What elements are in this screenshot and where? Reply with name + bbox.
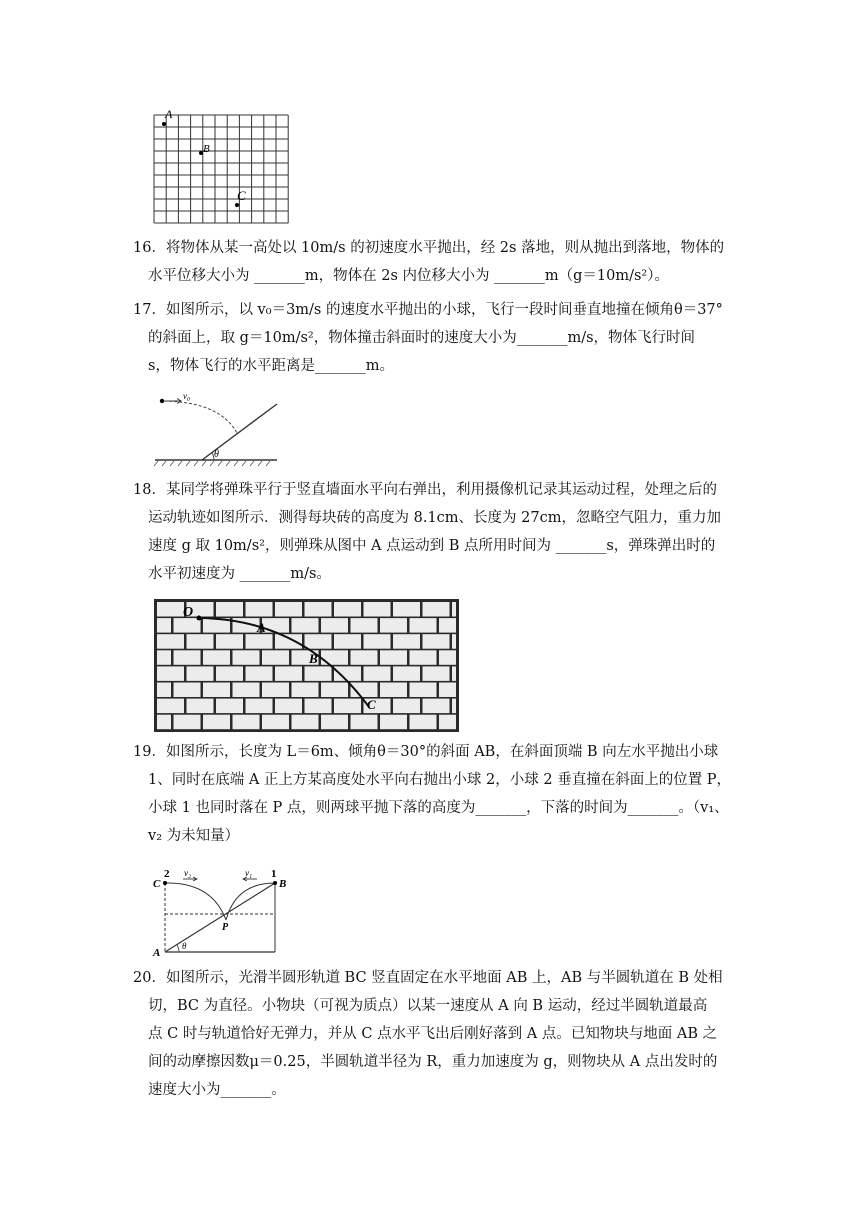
brick xyxy=(439,618,456,633)
q16-line-2: 水平位移大小为 _______m，物体在 2s 内位移大小为 _______m（g＝10m/s²）。 xyxy=(148,268,669,284)
brick xyxy=(246,666,273,681)
question-18 xyxy=(133,476,733,588)
brick xyxy=(262,715,289,730)
brick xyxy=(157,666,184,681)
brick xyxy=(410,618,437,633)
brick xyxy=(174,650,201,665)
brick xyxy=(275,666,302,681)
brick xyxy=(174,715,201,730)
brick xyxy=(262,618,289,633)
brick xyxy=(393,602,420,617)
brick xyxy=(334,634,361,649)
brick xyxy=(305,634,332,649)
brick xyxy=(246,602,273,617)
label-theta: θ xyxy=(214,449,219,460)
brick xyxy=(157,715,171,730)
label-p: P xyxy=(222,922,229,933)
brick xyxy=(174,618,201,633)
brick xyxy=(334,602,361,617)
point-o xyxy=(197,616,202,621)
brick xyxy=(174,683,201,698)
label-2: 2 xyxy=(164,868,170,880)
q17-line-3: s，物体飞行的水平距离是_______m。 xyxy=(148,358,394,374)
q18-line-2: 运动轨迹如图所示．测得每块砖的高度为 8.1cm、长度为 27cm，忽略空气阻力，重力加 xyxy=(148,510,721,526)
brick xyxy=(157,618,171,633)
point-a xyxy=(162,122,166,126)
label-v2: v₂ xyxy=(184,868,192,878)
brick xyxy=(423,666,450,681)
brick xyxy=(233,683,260,698)
brick xyxy=(292,715,319,730)
brick xyxy=(216,602,243,617)
brick xyxy=(439,715,456,730)
label-a: A xyxy=(257,620,266,635)
brick xyxy=(351,618,378,633)
brick xyxy=(275,634,302,649)
q17-line-2: 的斜面上，取 g＝10m/s²，物体撞击斜面时的速度大小为_______m/s，物体飞行时间 xyxy=(148,330,696,346)
label-v0: v₀ xyxy=(183,391,191,401)
brick xyxy=(203,715,230,730)
q18-line-3: 速度 g 取 10m/s²，则弹珠从图中 A 点运动到 B 点所用时间为 _______s，弹珠弹出时的 xyxy=(148,538,716,554)
brick xyxy=(410,683,437,698)
brick xyxy=(439,650,456,665)
brick xyxy=(305,666,332,681)
brick xyxy=(410,715,437,730)
brick xyxy=(187,666,214,681)
brick xyxy=(246,634,273,649)
brick xyxy=(423,699,450,714)
q19-line-3: 小球 1 也同时落在 P 点，则两球平抛下落的高度为_______，下落的时间为_______。（v₁、 xyxy=(148,800,729,816)
brick xyxy=(439,683,456,698)
label-1: 1 xyxy=(271,868,277,880)
brick xyxy=(187,634,214,649)
brick xyxy=(423,602,450,617)
brick xyxy=(216,634,243,649)
brick xyxy=(262,650,289,665)
brick xyxy=(157,683,171,698)
brick xyxy=(233,715,260,730)
brick xyxy=(321,650,348,665)
brick xyxy=(246,699,273,714)
brick xyxy=(334,699,361,714)
brick xyxy=(380,618,407,633)
incline-figure xyxy=(150,390,282,468)
brick xyxy=(380,683,407,698)
grid-figure xyxy=(150,106,290,228)
brick xyxy=(305,602,332,617)
brick xyxy=(305,699,332,714)
ball xyxy=(160,399,164,403)
label-o: O xyxy=(183,605,194,620)
brick xyxy=(364,666,391,681)
question-19 xyxy=(133,738,733,850)
label-v1: v₁ xyxy=(245,868,253,878)
brick xyxy=(364,634,391,649)
q16-line-1: 16．将物体从某一高处以 10m/s 的初速度水平抛出，经 2s 落地，则从抛出到落地，物体的 xyxy=(133,240,725,256)
trajectory-1 xyxy=(226,883,275,920)
q20-line-1: 20．如图所示，光滑半圆形轨道 BC 竖直固定在水平地面 AB 上，AB 与半圆轨道在 B 处相 xyxy=(133,970,723,986)
brick xyxy=(203,683,230,698)
label-b: B xyxy=(279,878,287,890)
q20-line-3: 点 C 时与轨道恰好无弹力，并从 C 点水平飞出后刚好落到 A 点。已知物块与地面 AB 之 xyxy=(148,1026,718,1042)
brick xyxy=(452,634,456,649)
brick xyxy=(275,699,302,714)
brick xyxy=(380,650,407,665)
question-16 xyxy=(133,234,733,290)
label-c: C xyxy=(367,697,376,712)
label-a: A xyxy=(165,107,173,121)
brick xyxy=(275,602,302,617)
brick xyxy=(203,650,230,665)
brick xyxy=(233,650,260,665)
slope-projectile-figure xyxy=(150,866,298,958)
label-theta: θ xyxy=(182,941,187,951)
brick xyxy=(187,699,214,714)
brick xyxy=(334,666,361,681)
brick xyxy=(351,650,378,665)
brick xyxy=(157,699,184,714)
brick xyxy=(452,699,456,714)
q18-line-4: 水平初速度为 _______m/s。 xyxy=(148,566,331,582)
q19-line-1: 19．如图所示，长度为 L＝6m、倾角θ＝30°的斜面 AB，在斜面顶端 B 向左水平抛出小球 xyxy=(133,744,719,760)
brick-wall-figure xyxy=(154,599,459,732)
q20-line-2: 切，BC 为直径。小物块（可视为质点）以某一速度从 A 向 B 运动，经过半圆轨道最高 xyxy=(148,998,708,1014)
brick xyxy=(321,715,348,730)
trajectory xyxy=(164,401,237,433)
q20-line-5: 速度大小为_______。 xyxy=(148,1082,286,1098)
point-c xyxy=(235,203,239,207)
brick xyxy=(393,666,420,681)
label-c: C xyxy=(153,878,161,890)
brick xyxy=(452,666,456,681)
brick xyxy=(157,650,171,665)
brick xyxy=(393,699,420,714)
brick xyxy=(292,618,319,633)
q20-line-4: 间的动摩擦因数μ＝0.25，半圆轨道半径为 R，重力加速度为 g，则物块从 A 点出发时的 xyxy=(148,1054,718,1070)
brick xyxy=(452,602,456,617)
brick xyxy=(321,683,348,698)
q17-line-1: 17．如图所示，以 v₀＝3m/s 的速度水平抛出的小球，飞行一段时间垂直地撞在倾角θ＝37° xyxy=(133,302,723,318)
brick xyxy=(364,602,391,617)
brick xyxy=(380,715,407,730)
brick xyxy=(410,650,437,665)
q18-line-1: 18．某同学将弹珠平行于竖直墙面水平向右弹出，利用摄像机记录其运动过程，处理之后的 xyxy=(133,482,717,498)
brick xyxy=(292,683,319,698)
label-b: B xyxy=(203,143,210,155)
q19-line-4: v₂ 为未知量） xyxy=(148,828,240,844)
label-c: C xyxy=(237,188,246,203)
brick xyxy=(157,634,184,649)
brick xyxy=(157,602,184,617)
question-20 xyxy=(133,964,733,1104)
brick xyxy=(216,699,243,714)
brick xyxy=(351,715,378,730)
brick xyxy=(321,618,348,633)
brick xyxy=(393,634,420,649)
brick xyxy=(262,683,289,698)
label-b: B xyxy=(309,651,318,666)
brick xyxy=(216,666,243,681)
label-a: A xyxy=(153,947,161,958)
q19-line-2: 1、同时在底端 A 正上方某高度处水平向右抛出小球 2，小球 2 垂直撞在斜面上的位置 P， xyxy=(148,772,732,788)
question-17 xyxy=(133,296,733,380)
brick xyxy=(423,634,450,649)
